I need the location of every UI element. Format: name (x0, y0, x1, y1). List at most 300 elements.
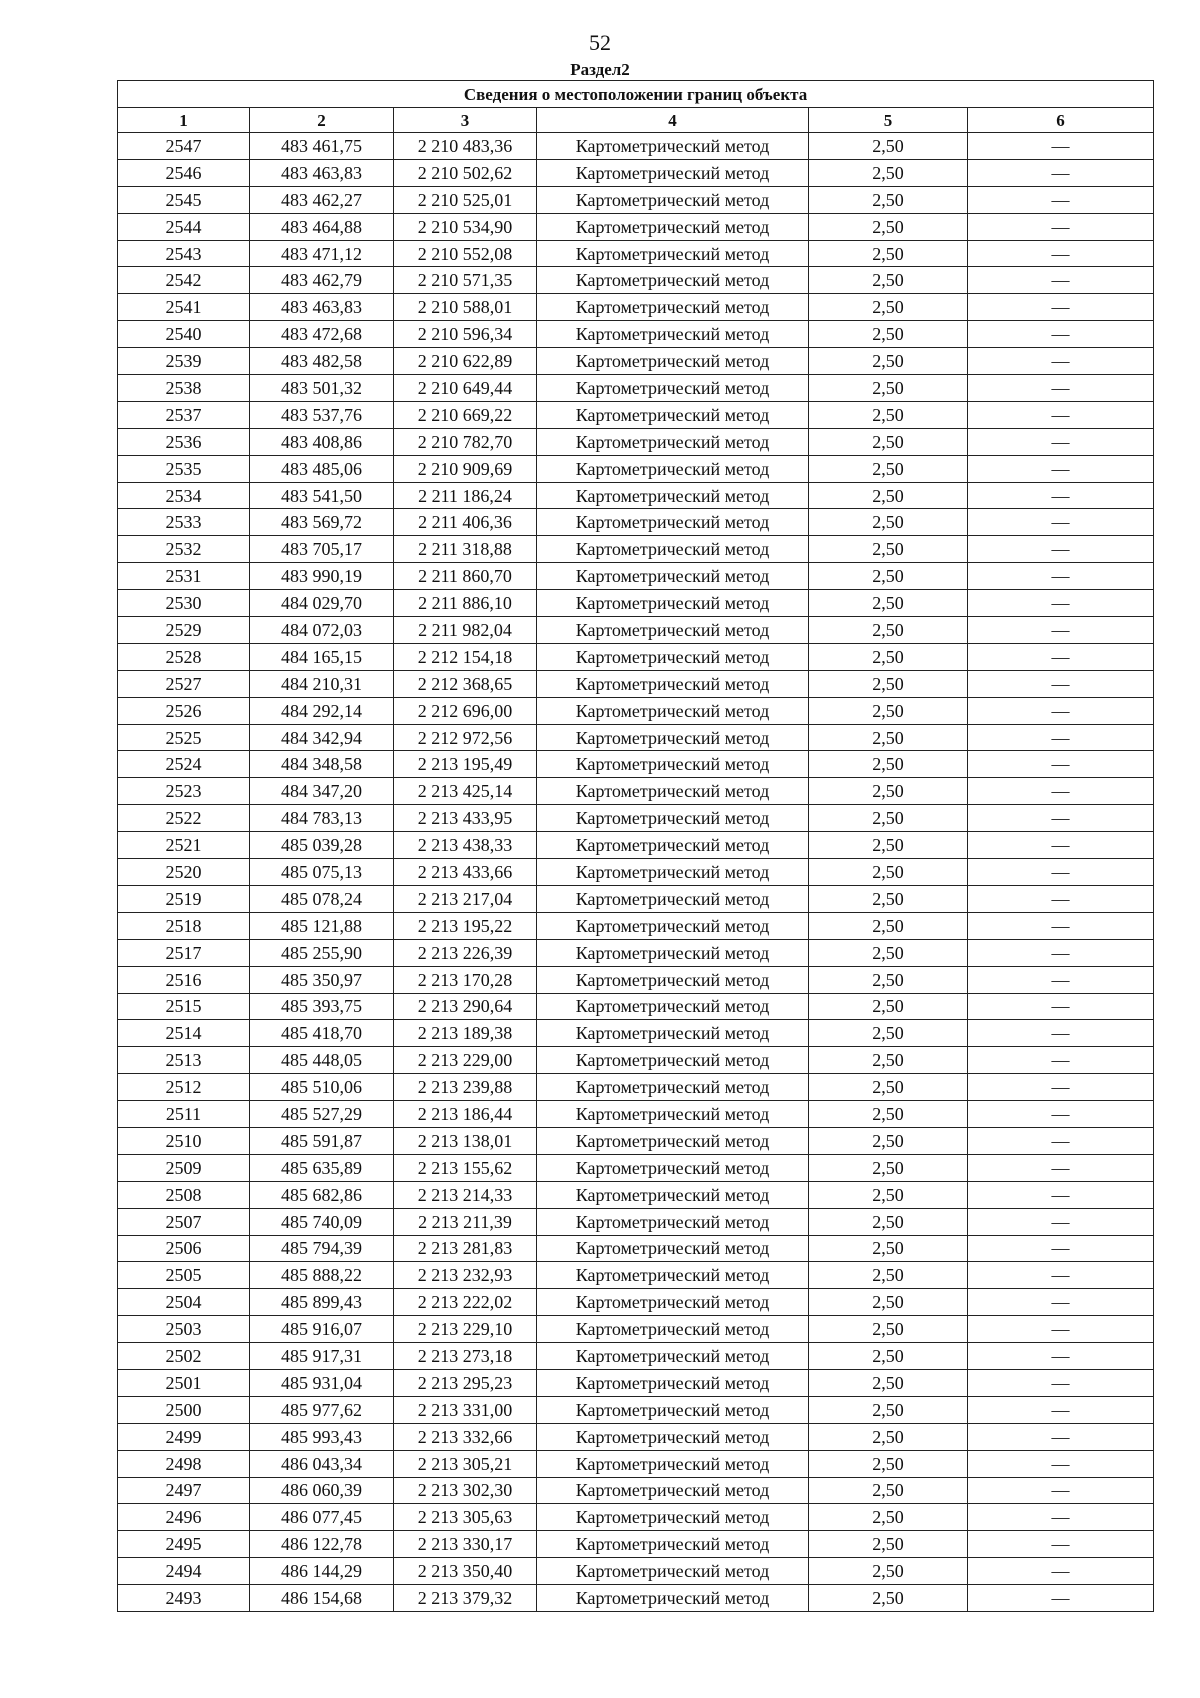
accuracy-cell: 2,50 (809, 966, 968, 993)
y-coordinate-cell: 2 213 226,39 (394, 939, 537, 966)
accuracy-cell: 2,50 (809, 617, 968, 644)
y-coordinate-cell: 2 211 406,36 (394, 509, 537, 536)
description-cell: — (968, 321, 1154, 348)
description-cell: — (968, 159, 1154, 186)
point-number-cell: 2529 (118, 617, 250, 644)
accuracy-cell: 2,50 (809, 348, 968, 375)
point-number-cell: 2525 (118, 724, 250, 751)
description-cell: — (968, 590, 1154, 617)
table-row (118, 643, 1154, 670)
y-coordinate-cell: 2 211 186,24 (394, 482, 537, 509)
description-cell: — (968, 1369, 1154, 1396)
table-row (118, 428, 1154, 455)
x-coordinate-cell: 485 448,05 (250, 1047, 394, 1074)
method-cell: Картометрический метод (537, 1558, 809, 1585)
method-cell: Картометрический метод (537, 1154, 809, 1181)
accuracy-cell: 2,50 (809, 133, 968, 160)
point-number-cell: 2535 (118, 455, 250, 482)
y-coordinate-cell: 2 210 483,36 (394, 133, 537, 160)
y-coordinate-cell: 2 213 302,30 (394, 1477, 537, 1504)
accuracy-cell: 2,50 (809, 428, 968, 455)
y-coordinate-cell: 2 213 290,64 (394, 993, 537, 1020)
method-cell: Картометрический метод (537, 697, 809, 724)
y-coordinate-cell: 2 211 982,04 (394, 617, 537, 644)
x-coordinate-cell: 486 154,68 (250, 1585, 394, 1612)
description-cell: — (968, 993, 1154, 1020)
method-cell: Картометрический метод (537, 966, 809, 993)
method-cell: Картометрический метод (537, 1450, 809, 1477)
table-row (118, 1154, 1154, 1181)
point-number-cell: 2504 (118, 1289, 250, 1316)
table-row (118, 133, 1154, 160)
table-row (118, 1181, 1154, 1208)
description-cell: — (968, 1585, 1154, 1612)
y-coordinate-cell: 2 213 170,28 (394, 966, 537, 993)
x-coordinate-cell: 484 165,15 (250, 643, 394, 670)
description-cell: — (968, 805, 1154, 832)
x-coordinate-cell: 483 990,19 (250, 563, 394, 590)
table-row (118, 375, 1154, 402)
table-row (118, 1396, 1154, 1423)
x-coordinate-cell: 483 501,32 (250, 375, 394, 402)
point-number-cell: 2528 (118, 643, 250, 670)
description-cell: — (968, 966, 1154, 993)
accuracy-cell: 2,50 (809, 1396, 968, 1423)
table-row (118, 1262, 1154, 1289)
y-coordinate-cell: 2 210 571,35 (394, 267, 537, 294)
x-coordinate-cell: 483 541,50 (250, 482, 394, 509)
point-number-cell: 2521 (118, 832, 250, 859)
method-cell: Картометрический метод (537, 159, 809, 186)
method-cell: Картометрический метод (537, 1316, 809, 1343)
point-number-cell: 2505 (118, 1262, 250, 1289)
description-cell: — (968, 348, 1154, 375)
x-coordinate-cell: 486 122,78 (250, 1531, 394, 1558)
y-coordinate-cell: 2 213 295,23 (394, 1369, 537, 1396)
accuracy-cell: 2,50 (809, 321, 968, 348)
method-cell: Картометрический метод (537, 509, 809, 536)
point-number-cell: 2509 (118, 1154, 250, 1181)
table-row (118, 617, 1154, 644)
accuracy-cell: 2,50 (809, 1558, 968, 1585)
method-cell: Картометрический метод (537, 1504, 809, 1531)
table-row (118, 455, 1154, 482)
accuracy-cell: 2,50 (809, 805, 968, 832)
method-cell: Картометрический метод (537, 778, 809, 805)
description-cell: — (968, 401, 1154, 428)
x-coordinate-cell: 486 144,29 (250, 1558, 394, 1585)
method-cell: Картометрический метод (537, 1235, 809, 1262)
accuracy-cell: 2,50 (809, 240, 968, 267)
y-coordinate-cell: 2 213 214,33 (394, 1181, 537, 1208)
method-cell: Картометрический метод (537, 1074, 809, 1101)
point-number-cell: 2512 (118, 1074, 250, 1101)
description-cell: — (968, 1235, 1154, 1262)
point-number-cell: 2500 (118, 1396, 250, 1423)
table-row (118, 482, 1154, 509)
x-coordinate-cell: 485 350,97 (250, 966, 394, 993)
y-coordinate-cell: 2 213 330,17 (394, 1531, 537, 1558)
description-cell: — (968, 832, 1154, 859)
description-cell: — (968, 509, 1154, 536)
point-number-cell: 2533 (118, 509, 250, 536)
table-row (118, 401, 1154, 428)
accuracy-cell: 2,50 (809, 859, 968, 886)
description-cell: — (968, 482, 1154, 509)
accuracy-cell: 2,50 (809, 1208, 968, 1235)
accuracy-cell: 2,50 (809, 1262, 968, 1289)
table-row (118, 590, 1154, 617)
y-coordinate-cell: 2 213 332,66 (394, 1423, 537, 1450)
y-coordinate-cell: 2 213 222,02 (394, 1289, 537, 1316)
method-cell: Картометрический метод (537, 482, 809, 509)
description-cell: — (968, 375, 1154, 402)
table-row (118, 294, 1154, 321)
x-coordinate-cell: 485 255,90 (250, 939, 394, 966)
accuracy-cell: 2,50 (809, 1047, 968, 1074)
description-cell: — (968, 1127, 1154, 1154)
x-coordinate-cell: 485 591,87 (250, 1127, 394, 1154)
point-number-cell: 2501 (118, 1369, 250, 1396)
point-number-cell: 2541 (118, 294, 250, 321)
method-cell: Картометрический метод (537, 1343, 809, 1370)
accuracy-cell: 2,50 (809, 401, 968, 428)
table-row (118, 159, 1154, 186)
accuracy-cell: 2,50 (809, 1423, 968, 1450)
x-coordinate-cell: 483 461,75 (250, 133, 394, 160)
x-coordinate-cell: 485 917,31 (250, 1343, 394, 1370)
y-coordinate-cell: 2 213 331,00 (394, 1396, 537, 1423)
y-coordinate-cell: 2 210 669,22 (394, 401, 537, 428)
description-cell: — (968, 939, 1154, 966)
description-cell: — (968, 1289, 1154, 1316)
table-row (118, 509, 1154, 536)
x-coordinate-cell: 484 029,70 (250, 590, 394, 617)
description-cell: — (968, 294, 1154, 321)
method-cell: Картометрический метод (537, 724, 809, 751)
accuracy-cell: 2,50 (809, 186, 968, 213)
column-header: 4 (537, 108, 809, 133)
point-number-cell: 2496 (118, 1504, 250, 1531)
method-cell: Картометрический метод (537, 213, 809, 240)
y-coordinate-cell: 2 211 860,70 (394, 563, 537, 590)
point-number-cell: 2516 (118, 966, 250, 993)
point-number-cell: 2537 (118, 401, 250, 428)
x-coordinate-cell: 483 485,06 (250, 455, 394, 482)
description-cell: — (968, 455, 1154, 482)
method-cell: Картометрический метод (537, 1477, 809, 1504)
x-coordinate-cell: 483 472,68 (250, 321, 394, 348)
description-cell: — (968, 1477, 1154, 1504)
description-cell: — (968, 724, 1154, 751)
accuracy-cell: 2,50 (809, 455, 968, 482)
x-coordinate-cell: 483 705,17 (250, 536, 394, 563)
table-row (118, 993, 1154, 1020)
table-row (118, 697, 1154, 724)
x-coordinate-cell: 485 039,28 (250, 832, 394, 859)
method-cell: Картометрический метод (537, 240, 809, 267)
y-coordinate-cell: 2 212 368,65 (394, 670, 537, 697)
accuracy-cell: 2,50 (809, 832, 968, 859)
method-cell: Картометрический метод (537, 1369, 809, 1396)
method-cell: Картометрический метод (537, 993, 809, 1020)
point-number-cell: 2522 (118, 805, 250, 832)
x-coordinate-cell: 485 899,43 (250, 1289, 394, 1316)
y-coordinate-cell: 2 213 438,33 (394, 832, 537, 859)
table-row (118, 348, 1154, 375)
accuracy-cell: 2,50 (809, 267, 968, 294)
method-cell: Картометрический метод (537, 617, 809, 644)
accuracy-cell: 2,50 (809, 590, 968, 617)
y-coordinate-cell: 2 213 239,88 (394, 1074, 537, 1101)
point-number-cell: 2534 (118, 482, 250, 509)
y-coordinate-cell: 2 213 217,04 (394, 885, 537, 912)
x-coordinate-cell: 485 993,43 (250, 1423, 394, 1450)
y-coordinate-cell: 2 213 232,93 (394, 1262, 537, 1289)
y-coordinate-cell: 2 210 552,08 (394, 240, 537, 267)
point-number-cell: 2502 (118, 1343, 250, 1370)
x-coordinate-cell: 485 121,88 (250, 912, 394, 939)
point-number-cell: 2536 (118, 428, 250, 455)
point-number-cell: 2498 (118, 1450, 250, 1477)
table-row (118, 186, 1154, 213)
description-cell: — (968, 1208, 1154, 1235)
y-coordinate-cell: 2 210 649,44 (394, 375, 537, 402)
accuracy-cell: 2,50 (809, 1181, 968, 1208)
section-title: Раздел2 (570, 60, 630, 79)
column-header: 5 (809, 108, 968, 133)
y-coordinate-cell: 2 213 186,44 (394, 1101, 537, 1128)
table-row (118, 1531, 1154, 1558)
accuracy-cell: 2,50 (809, 482, 968, 509)
description-cell: — (968, 1262, 1154, 1289)
y-coordinate-cell: 2 213 195,49 (394, 751, 537, 778)
x-coordinate-cell: 486 043,34 (250, 1450, 394, 1477)
x-coordinate-cell: 486 077,45 (250, 1504, 394, 1531)
accuracy-cell: 2,50 (809, 778, 968, 805)
accuracy-cell: 2,50 (809, 724, 968, 751)
method-cell: Картометрический метод (537, 751, 809, 778)
point-number-cell: 2539 (118, 348, 250, 375)
description-cell: — (968, 1101, 1154, 1128)
point-number-cell: 2531 (118, 563, 250, 590)
page-number: 52 (589, 30, 611, 55)
table-row (118, 1558, 1154, 1585)
description-cell: — (968, 1154, 1154, 1181)
table-row (118, 1423, 1154, 1450)
method-cell: Картометрический метод (537, 805, 809, 832)
accuracy-cell: 2,50 (809, 1127, 968, 1154)
description-cell: — (968, 536, 1154, 563)
column-header: 2 (250, 108, 394, 133)
point-number-cell: 2499 (118, 1423, 250, 1450)
table-row (118, 563, 1154, 590)
description-cell: — (968, 563, 1154, 590)
y-coordinate-cell: 2 213 425,14 (394, 778, 537, 805)
point-number-cell: 2514 (118, 1020, 250, 1047)
accuracy-cell: 2,50 (809, 1343, 968, 1370)
description-cell: — (968, 751, 1154, 778)
accuracy-cell: 2,50 (809, 939, 968, 966)
method-cell: Картометрический метод (537, 859, 809, 886)
table-row (118, 859, 1154, 886)
method-cell: Картометрический метод (537, 885, 809, 912)
x-coordinate-cell: 485 527,29 (250, 1101, 394, 1128)
x-coordinate-cell: 485 888,22 (250, 1262, 394, 1289)
y-coordinate-cell: 2 213 305,63 (394, 1504, 537, 1531)
y-coordinate-cell: 2 210 502,62 (394, 159, 537, 186)
y-coordinate-cell: 2 213 305,21 (394, 1450, 537, 1477)
point-number-cell: 2519 (118, 885, 250, 912)
method-cell: Картометрический метод (537, 455, 809, 482)
point-number-cell: 2507 (118, 1208, 250, 1235)
method-cell: Картометрический метод (537, 590, 809, 617)
x-coordinate-cell: 484 342,94 (250, 724, 394, 751)
point-number-cell: 2532 (118, 536, 250, 563)
x-coordinate-cell: 485 794,39 (250, 1235, 394, 1262)
y-coordinate-cell: 2 213 379,32 (394, 1585, 537, 1612)
method-cell: Картометрический метод (537, 321, 809, 348)
y-coordinate-cell: 2 213 281,83 (394, 1235, 537, 1262)
x-coordinate-cell: 484 072,03 (250, 617, 394, 644)
description-cell: — (968, 1074, 1154, 1101)
accuracy-cell: 2,50 (809, 1531, 968, 1558)
table-row (118, 1477, 1154, 1504)
accuracy-cell: 2,50 (809, 1101, 968, 1128)
x-coordinate-cell: 483 537,76 (250, 401, 394, 428)
accuracy-cell: 2,50 (809, 1450, 968, 1477)
description-cell: — (968, 186, 1154, 213)
table-row (118, 832, 1154, 859)
table-row (118, 1074, 1154, 1101)
point-number-cell: 2511 (118, 1101, 250, 1128)
y-coordinate-cell: 2 212 972,56 (394, 724, 537, 751)
x-coordinate-cell: 485 075,13 (250, 859, 394, 886)
x-coordinate-cell: 483 569,72 (250, 509, 394, 536)
x-coordinate-cell: 485 635,89 (250, 1154, 394, 1181)
accuracy-cell: 2,50 (809, 294, 968, 321)
table-row (118, 1020, 1154, 1047)
accuracy-cell: 2,50 (809, 670, 968, 697)
accuracy-cell: 2,50 (809, 643, 968, 670)
table-row (118, 267, 1154, 294)
y-coordinate-cell: 2 213 350,40 (394, 1558, 537, 1585)
table-row (118, 213, 1154, 240)
description-cell: — (968, 1396, 1154, 1423)
method-cell: Картометрический метод (537, 294, 809, 321)
table-row (118, 670, 1154, 697)
y-coordinate-cell: 2 213 229,00 (394, 1047, 537, 1074)
x-coordinate-cell: 483 462,79 (250, 267, 394, 294)
x-coordinate-cell: 483 482,58 (250, 348, 394, 375)
x-coordinate-cell: 484 347,20 (250, 778, 394, 805)
table-row (118, 751, 1154, 778)
table-row (118, 240, 1154, 267)
description-cell: — (968, 267, 1154, 294)
y-coordinate-cell: 2 210 596,34 (394, 321, 537, 348)
method-cell: Картометрический метод (537, 939, 809, 966)
point-number-cell: 2526 (118, 697, 250, 724)
description-cell: — (968, 133, 1154, 160)
point-number-cell: 2530 (118, 590, 250, 617)
method-cell: Картометрический метод (537, 267, 809, 294)
x-coordinate-cell: 483 464,88 (250, 213, 394, 240)
description-cell: — (968, 1558, 1154, 1585)
accuracy-cell: 2,50 (809, 509, 968, 536)
y-coordinate-cell: 2 213 138,01 (394, 1127, 537, 1154)
accuracy-cell: 2,50 (809, 885, 968, 912)
point-number-cell: 2538 (118, 375, 250, 402)
y-coordinate-cell: 2 213 155,62 (394, 1154, 537, 1181)
column-header: 3 (394, 108, 537, 133)
table-row (118, 805, 1154, 832)
y-coordinate-cell: 2 211 318,88 (394, 536, 537, 563)
point-number-cell: 2493 (118, 1585, 250, 1612)
method-cell: Картометрический метод (537, 563, 809, 590)
accuracy-cell: 2,50 (809, 1020, 968, 1047)
table-row (118, 885, 1154, 912)
method-cell: Картометрический метод (537, 375, 809, 402)
description-cell: — (968, 697, 1154, 724)
accuracy-cell: 2,50 (809, 697, 968, 724)
table-row (118, 1101, 1154, 1128)
description-cell: — (968, 885, 1154, 912)
accuracy-cell: 2,50 (809, 375, 968, 402)
accuracy-cell: 2,50 (809, 1477, 968, 1504)
y-coordinate-cell: 2 213 273,18 (394, 1343, 537, 1370)
point-number-cell: 2503 (118, 1316, 250, 1343)
accuracy-cell: 2,50 (809, 912, 968, 939)
table-row (118, 939, 1154, 966)
point-number-cell: 2508 (118, 1181, 250, 1208)
table-row (118, 1047, 1154, 1074)
method-cell: Картометрический метод (537, 643, 809, 670)
accuracy-cell: 2,50 (809, 536, 968, 563)
method-cell: Картометрический метод (537, 1127, 809, 1154)
point-number-cell: 2547 (118, 133, 250, 160)
point-number-cell: 2520 (118, 859, 250, 886)
x-coordinate-cell: 485 510,06 (250, 1074, 394, 1101)
table-row (118, 1369, 1154, 1396)
boundary-coordinates-table (117, 80, 1154, 1612)
table-row (118, 1316, 1154, 1343)
description-cell: — (968, 1047, 1154, 1074)
x-coordinate-cell: 485 931,04 (250, 1369, 394, 1396)
accuracy-cell: 2,50 (809, 1235, 968, 1262)
point-number-cell: 2540 (118, 321, 250, 348)
point-number-cell: 2543 (118, 240, 250, 267)
point-number-cell: 2497 (118, 1477, 250, 1504)
y-coordinate-cell: 2 210 534,90 (394, 213, 537, 240)
accuracy-cell: 2,50 (809, 1154, 968, 1181)
accuracy-cell: 2,50 (809, 159, 968, 186)
table-row (118, 1235, 1154, 1262)
table-row (118, 912, 1154, 939)
method-cell: Картометрический метод (537, 1423, 809, 1450)
point-number-cell: 2544 (118, 213, 250, 240)
point-number-cell: 2542 (118, 267, 250, 294)
description-cell: — (968, 428, 1154, 455)
x-coordinate-cell: 483 462,27 (250, 186, 394, 213)
point-number-cell: 2510 (118, 1127, 250, 1154)
x-coordinate-cell: 483 463,83 (250, 159, 394, 186)
table-row (118, 724, 1154, 751)
column-header: 1 (118, 108, 250, 133)
accuracy-cell: 2,50 (809, 1316, 968, 1343)
x-coordinate-cell: 485 977,62 (250, 1396, 394, 1423)
x-coordinate-cell: 485 916,07 (250, 1316, 394, 1343)
accuracy-cell: 2,50 (809, 1504, 968, 1531)
